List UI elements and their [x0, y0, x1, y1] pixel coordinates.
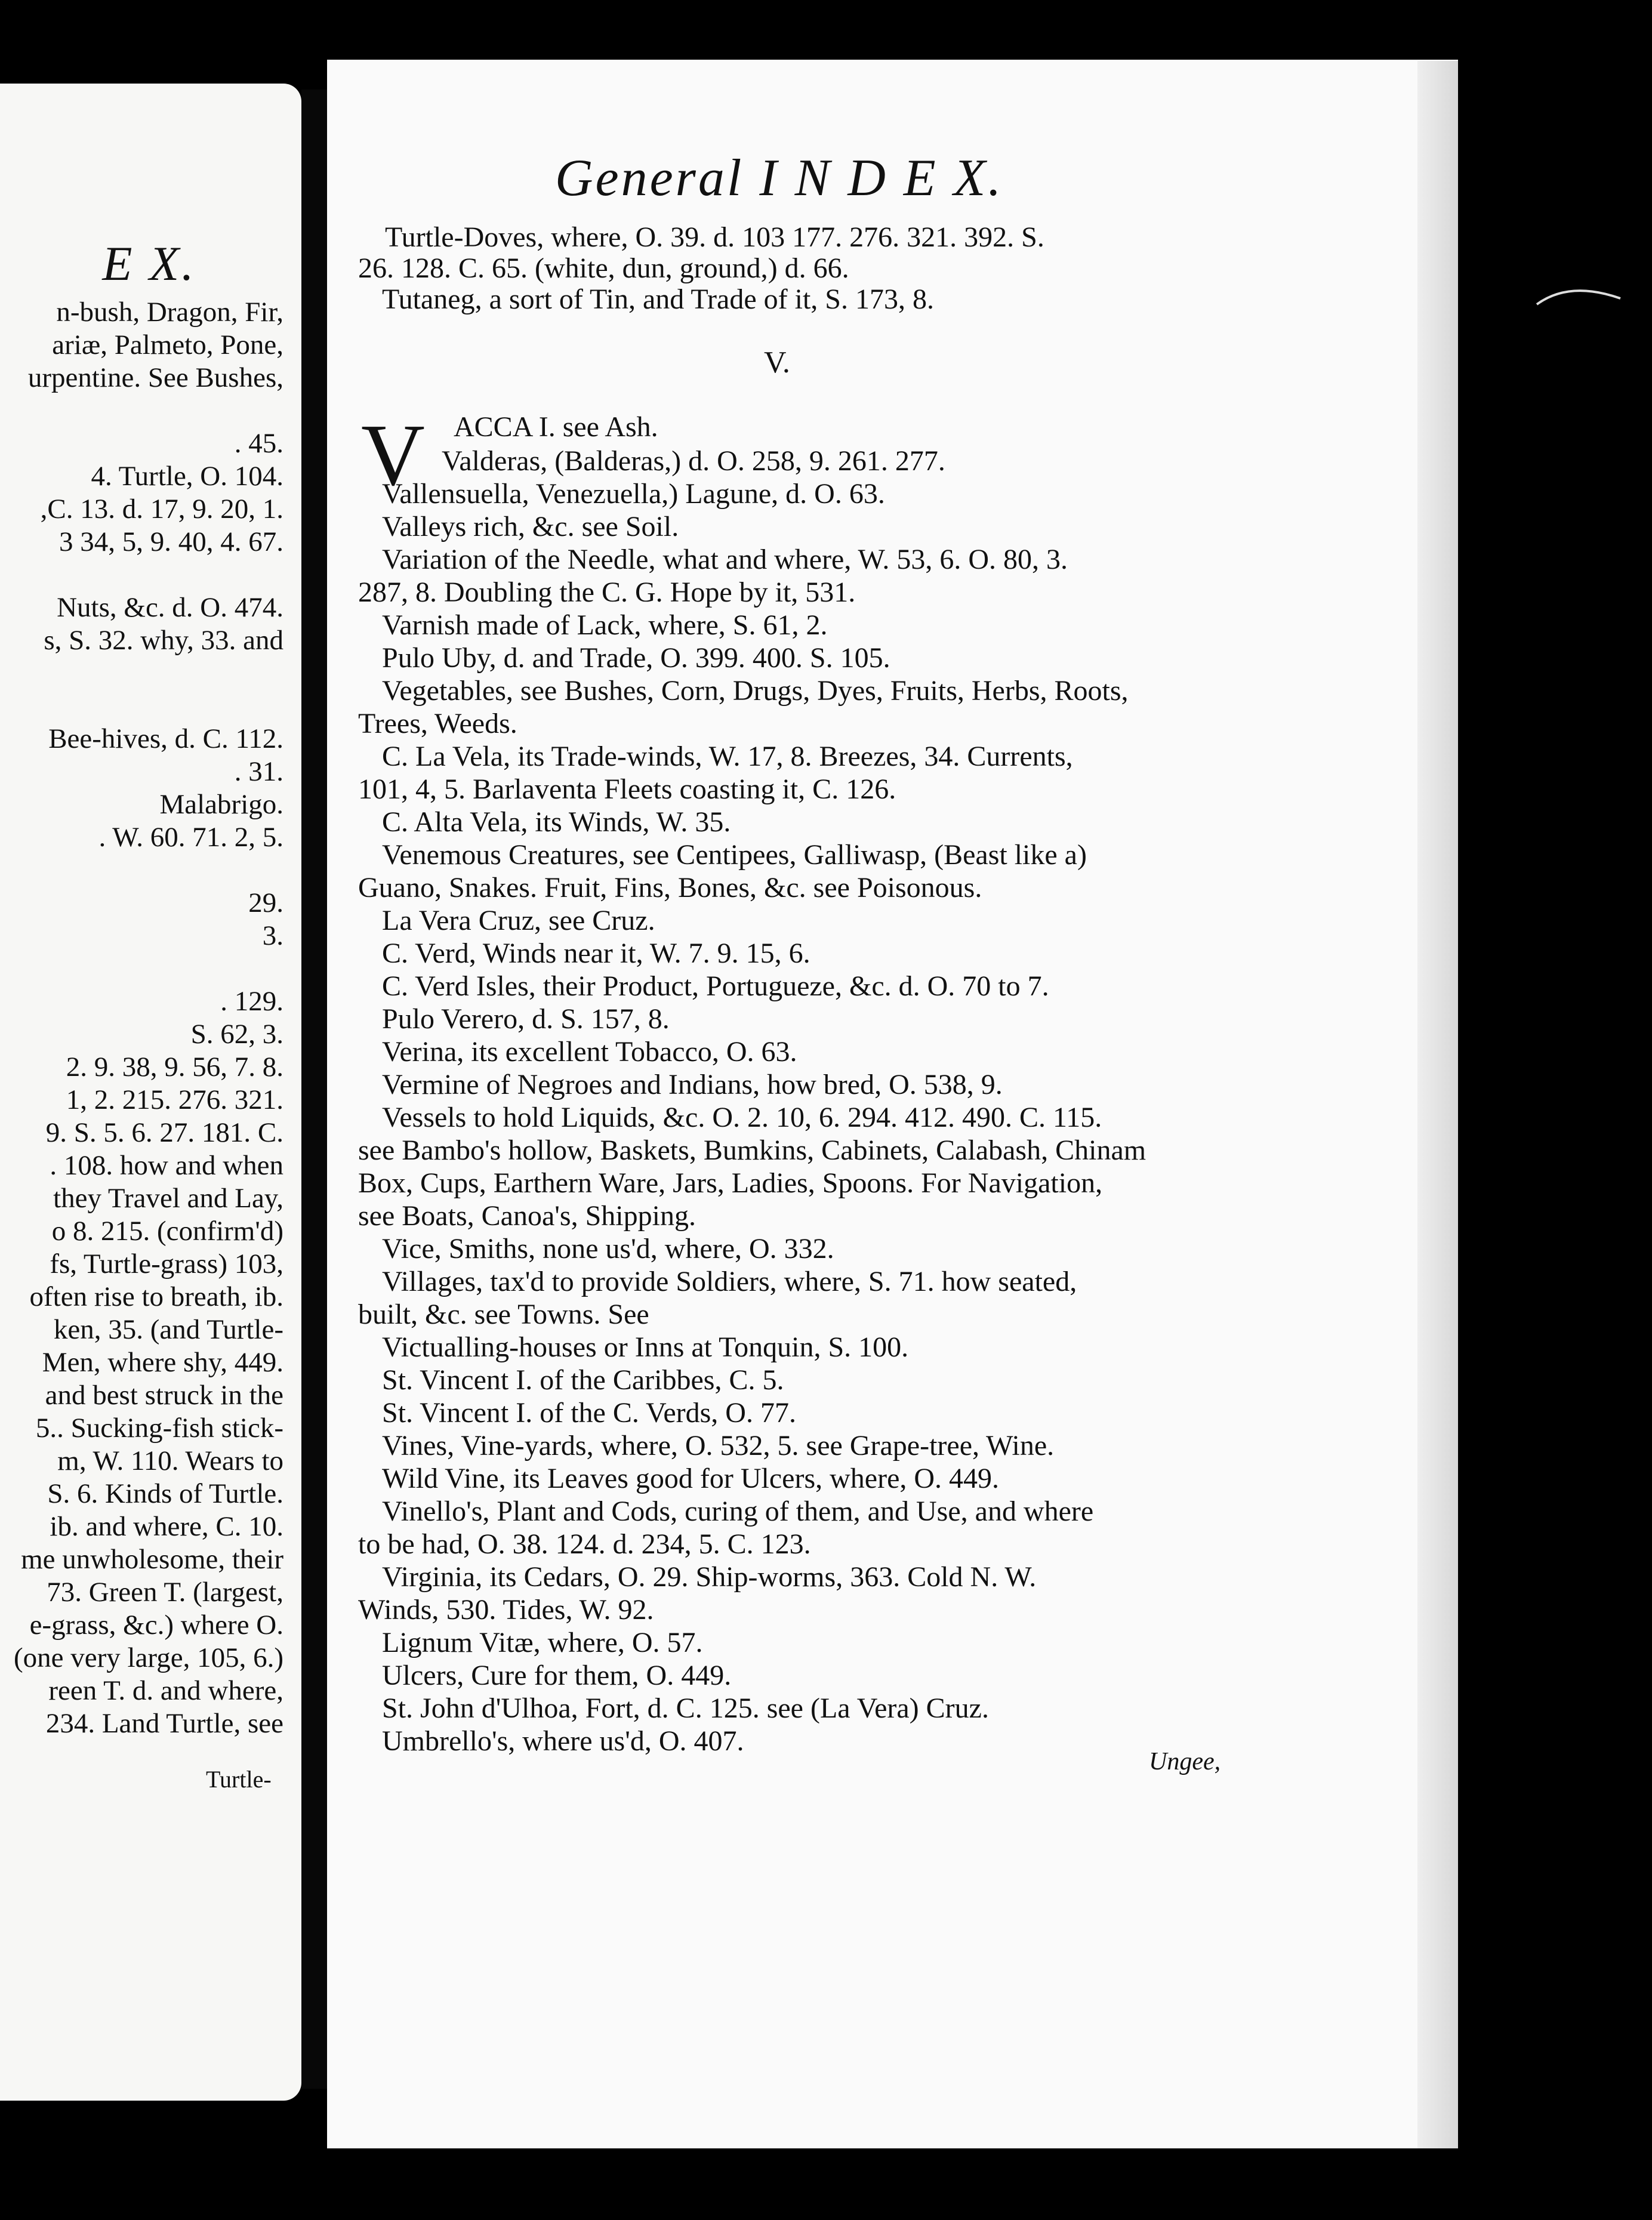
index-entry: Pulo Verero, d. S. 157, 8.: [382, 1003, 670, 1035]
left-index-line: reen T. d. and where,: [48, 1675, 283, 1706]
left-index-line: . 108. how and when: [50, 1150, 283, 1181]
index-entry: Wild Vine, its Leaves good for Ulcers, where, O. 449.: [382, 1463, 1000, 1494]
index-entry: Vines, Vine-yards, where, O. 532, 5. see Grape-tree, Wine.: [382, 1430, 1055, 1462]
index-entry: Vice, Smiths, none us'd, where, O. 332.: [382, 1233, 834, 1265]
left-index-line: . 45.: [234, 428, 283, 459]
index-entry: Variation of the Needle, what and where, W. 53, 6. O. 80, 3.: [382, 544, 1068, 575]
index-entry: 26. 128. C. 65. (white, dun, ground,) d. 66.: [358, 252, 849, 284]
index-entry: Pulo Uby, d. and Trade, O. 399. 400. S. 105.: [382, 642, 890, 674]
left-index-line: 3 34, 5, 9. 40, 4. 67.: [59, 526, 283, 557]
index-entry: St. John d'Ulhoa, Fort, d. C. 125. see (La Vera) Cruz.: [382, 1692, 989, 1724]
index-entry: Umbrello's, where us'd, O. 407.: [382, 1725, 744, 1757]
index-entry: see Bambo's hollow, Baskets, Bumkins, Cabinets, Calabash, Chinam: [358, 1134, 1146, 1166]
index-entry: Tutaneg, a sort of Tin, and Trade of it, S. 173, 8.: [382, 283, 934, 315]
left-index-line: o 8. 215. (confirm'd): [51, 1216, 283, 1247]
left-index-line: . 129.: [220, 986, 283, 1017]
index-entry: St. Vincent I. of the C. Verds, O. 77.: [382, 1397, 796, 1429]
index-entry: Turtle-Doves, where, O. 39. d. 103 177. 276. 321. 392. S.: [385, 221, 1044, 253]
left-index-line: ariæ, Palmeto, Pone,: [52, 329, 283, 360]
index-entry: C. Verd Isles, their Product, Portugueze, &c. d. O. 70 to 7.: [382, 970, 1049, 1002]
curve-mark: [1534, 280, 1623, 310]
index-entry: Victualling-houses or Inns at Tonquin, S. 100.: [382, 1331, 909, 1363]
index-entry: Vessels to hold Liquids, &c. O. 2. 10, 6. 294. 412. 490. C. 115.: [382, 1102, 1102, 1133]
left-index-line: s, S. 32. why, 33. and: [44, 625, 283, 656]
left-index-line: Malabrigo.: [159, 789, 283, 820]
left-index-line: 73. Green T. (largest,: [47, 1577, 283, 1608]
left-index-line: Men, where shy, 449.: [42, 1347, 283, 1378]
left-index-line: n-bush, Dragon, Fir,: [56, 297, 283, 328]
index-entry: Lignum Vitæ, where, O. 57.: [382, 1627, 703, 1658]
left-index-line: 3.: [262, 920, 283, 951]
left-index-line: 1, 2. 215. 276. 321.: [66, 1084, 283, 1115]
catchword: Ungee,: [1149, 1748, 1221, 1775]
left-index-line: (one very large, 105, 6.): [13, 1642, 283, 1673]
left-index-line: 4. Turtle, O. 104.: [91, 461, 283, 492]
index-entry: Valleys rich, &c. see Soil.: [382, 511, 679, 542]
left-index-line: Nuts, &c. d. O. 474.: [57, 592, 283, 623]
page-heading: General I N D E X.: [555, 149, 1004, 207]
index-entry: C. Verd, Winds near it, W. 7. 9. 15, 6.: [382, 938, 810, 969]
index-entry: Vermine of Negroes and Indians, how bred, O. 538, 9.: [382, 1069, 1003, 1100]
left-page-heading: E X.: [102, 236, 196, 291]
index-entry: C. La Vela, its Trade-winds, W. 17, 8. Breezes, 34. Currents,: [382, 741, 1073, 772]
left-index-line: 5.. Sucking-fish stick-: [35, 1413, 283, 1444]
left-catchword: Turtle-: [206, 1766, 272, 1793]
left-index-line: S. 6. Kinds of Turtle.: [47, 1478, 283, 1509]
index-entry: 287, 8. Doubling the C. G. Hope by it, 531.: [358, 576, 856, 608]
left-index-line: ,C. 13. d. 17, 9. 20, 1.: [40, 494, 283, 525]
index-entry: Trees, Weeds.: [358, 708, 517, 739]
left-index-line: often rise to breath, ib.: [29, 1281, 283, 1312]
index-entry: Winds, 530. Tides, W. 92.: [358, 1594, 654, 1626]
left-index-line: S. 62, 3.: [190, 1019, 283, 1050]
left-index-line: m, W. 110. Wears to: [57, 1445, 283, 1476]
index-entry: to be had, O. 38. 124. d. 234, 5. C. 123.: [358, 1528, 811, 1560]
index-entry: Vegetables, see Bushes, Corn, Drugs, Dyes, Fruits, Herbs, Roots,: [382, 675, 1129, 707]
left-index-line: urpentine. See Bushes,: [27, 362, 283, 393]
index-entry: Vallensuella, Venezuella,) Lagune, d. O. 63.: [382, 478, 885, 510]
left-index-line: 2. 9. 38, 9. 56, 7. 8.: [66, 1052, 283, 1083]
left-index-line: Bee-hives, d. C. 112.: [48, 723, 283, 754]
left-index-line: ken, 35. (and Turtle-: [53, 1314, 283, 1345]
index-entry: Guano, Snakes. Fruit, Fins, Bones, &c. see Poisonous.: [358, 872, 982, 904]
left-index-line: 29.: [248, 887, 283, 918]
index-entry: ACCA I. see Ash.: [454, 411, 658, 443]
index-entry: Venemous Creatures, see Centipees, Galliwasp, (Beast like a): [382, 839, 1087, 871]
index-entry: Villages, tax'd to provide Soldiers, where, S. 71. how seated,: [382, 1266, 1077, 1297]
index-entry: Verina, its excellent Tobacco, O. 63.: [382, 1036, 797, 1068]
left-index-line: they Travel and Lay,: [53, 1183, 283, 1214]
index-entry: La Vera Cruz, see Cruz.: [382, 905, 655, 936]
left-index-line: fs, Turtle-grass) 103,: [50, 1248, 283, 1279]
index-entry: Valderas, (Balderas,) d. O. 258, 9. 261. 277.: [442, 445, 945, 477]
drop-cap: V: [361, 406, 425, 504]
index-entry: St. Vincent I. of the Caribbes, C. 5.: [382, 1364, 784, 1396]
left-index-line: ib. and where, C. 10.: [50, 1511, 283, 1542]
left-index-line: and best struck in the: [45, 1380, 283, 1411]
index-entry: Virginia, its Cedars, O. 29. Ship-worms, 363. Cold N. W.: [382, 1561, 1037, 1593]
index-entry: Ulcers, Cure for them, O. 449.: [382, 1660, 732, 1691]
section-letter: V.: [764, 346, 790, 380]
index-entry: Varnish made of Lack, where, S. 61, 2.: [382, 609, 828, 641]
left-index-line: 9. S. 5. 6. 27. 181. C.: [45, 1117, 283, 1148]
index-entry: Vinello's, Plant and Cods, curing of them, and Use, and where: [382, 1496, 1094, 1527]
index-entry: 101, 4, 5. Barlaventa Fleets coasting it, C. 126.: [358, 773, 896, 805]
index-entry: Box, Cups, Earthern Ware, Jars, Ladies, Spoons. For Navigation,: [358, 1167, 1103, 1199]
index-entry: built, &c. see Towns. See: [358, 1299, 649, 1330]
left-index-line: . 31.: [234, 756, 283, 787]
index-entry: see Boats, Canoa's, Shipping.: [358, 1200, 696, 1232]
left-index-line: e-grass, &c.) where O.: [29, 1610, 283, 1641]
left-index-line: 234. Land Turtle, see: [45, 1708, 283, 1739]
left-index-line: . W. 60. 71. 2, 5.: [98, 822, 283, 853]
left-index-line: me unwholesome, their: [21, 1544, 283, 1575]
index-entry: C. Alta Vela, its Winds, W. 35.: [382, 806, 731, 838]
